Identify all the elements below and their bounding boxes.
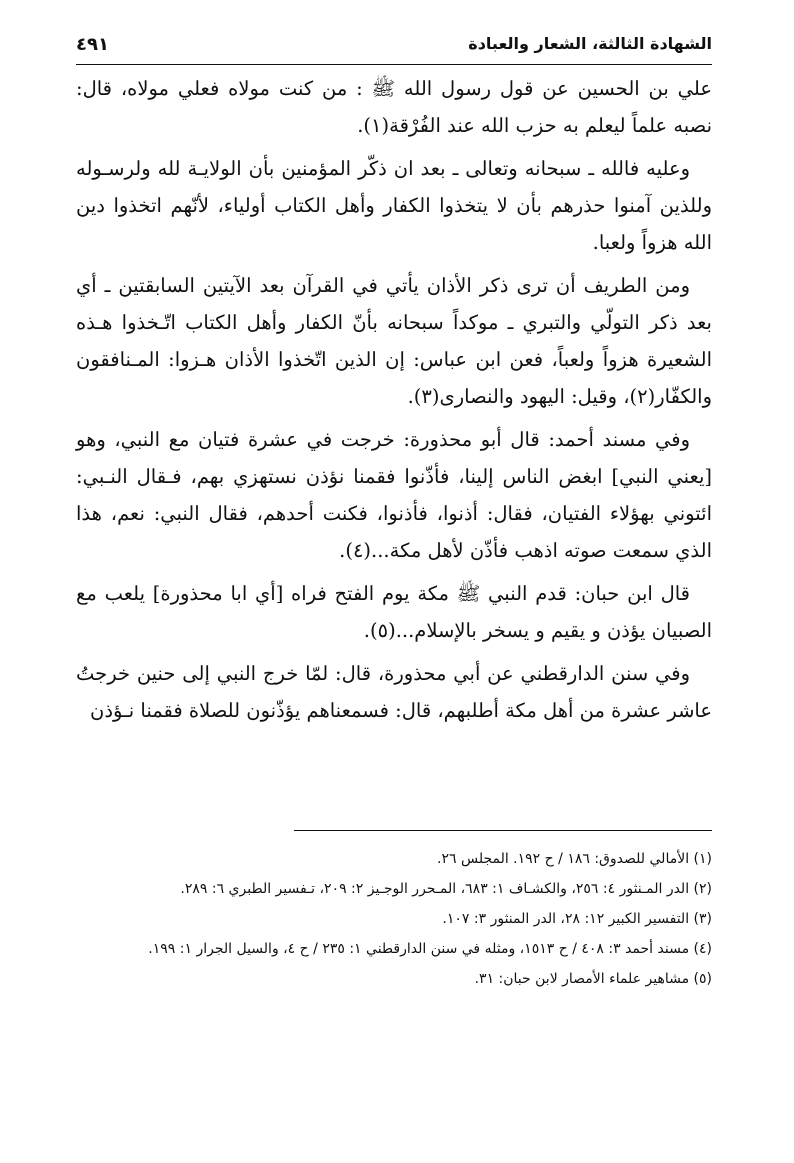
page-header [76, 34, 712, 65]
footnote: (٤) مسند أحمد ٣: ٤٠٨ / ح ١٥١٣، ومثله في سنن الدارقطني ١: ٢٣٥ / ح ٤، والسيل الجرار ١: ١٩٩. [148, 941, 712, 957]
paragraph: وفي مسند أحمد: قال أبو محذورة: خرجت في عشرة فتيان مع النبي، وهو [يعني النبي] ابغض الناس إلينا، فأذّنوا فقمنا نؤذن نستهزي بهم، فـقال النـبي: ائتوني بهؤلاء الفتيان، فقال: أذنوا، فأذنوا، فكنت أحدهم، فقال النبي: نعم، هذا الذي سمعت صوته اذهب فأذّن لأهل مكة...(٤). [76, 428, 712, 562]
footnote: (١) الأمالي للصدوق: ١٨٦ / ح ١٩٢. المجلس ٢٦. [437, 851, 712, 867]
footnote-divider [294, 830, 712, 831]
footnotes [76, 844, 712, 994]
running-title: الشهادة الثالثة، الشعار والعبادة [468, 34, 712, 53]
paragraph: وعليه فالله ـ سبحانه وتعالى ـ بعد ان ذكّر المؤمنين بأن الولايـة لله ولرسـوله وللذين آمنوا حذرهم بأن لا يتخذوا الكفار وأهل الكتاب أولياء، لأنّهم اتخذوا دين الله هزواً ولعبا. [76, 157, 712, 254]
paragraph: علي بن الحسين عن قول رسول الله ﷺ : من كنت مولاه فعلي مولاه، قال: نصبه علماً ليعلم به حزب الله عند الفُرْقة(١). [76, 77, 712, 137]
paragraph: ومن الطريف أن ترى ذكر الأذان يأتي في القرآن بعد الآيتين السابقتين ـ أي بعد ذكر التولّي والتبري ـ موكداً سبحانه بأنّ الكفار وأهل الكتاب اتّـخذوا هـذه الشعيرة هزواً ولعباً، فعن ابن عباس: إن الذين اتّخذوا الأذان هـزوا: المـنافقون والكفّار(٢)، وقيل: اليهود والنصارى(٣). [76, 274, 712, 408]
footnote: (٢) الدر المـنثور ٤: ٢٥٦، والكشـاف ١: ٦٨٣، المـحرر الوجـيز ٢: ٢٠٩، تـفسير الطبري ٦: ٢٨٩. [180, 881, 712, 897]
main-text [76, 70, 712, 735]
paragraph: وفي سنن الدارقطني عن أبي محذورة، قال: لمّا خرج النبي إلى حنين خرجتُ عاشر عشرة من أهل مكة أطلبهم، قال: فسمعناهم يؤذّنون للصلاة فقمنا نـؤذن [76, 662, 712, 722]
footnote: (٥) مشاهير علماء الأمصار لابن حبان: ٣١. [474, 971, 712, 987]
page-number: ٤٩١ [76, 34, 109, 55]
paragraph: قال ابن حبان: قدم النبي ﷺ مكة يوم الفتح فراه [أي ابا محذورة] يلعب مع الصبيان يؤذن و يقيم و يسخر بالإسلام...(٥). [76, 582, 712, 642]
footnote: (٣) التفسير الكبير ١٢: ٢٨، الدر المنثور ٣: ١٠٧. [442, 911, 712, 927]
